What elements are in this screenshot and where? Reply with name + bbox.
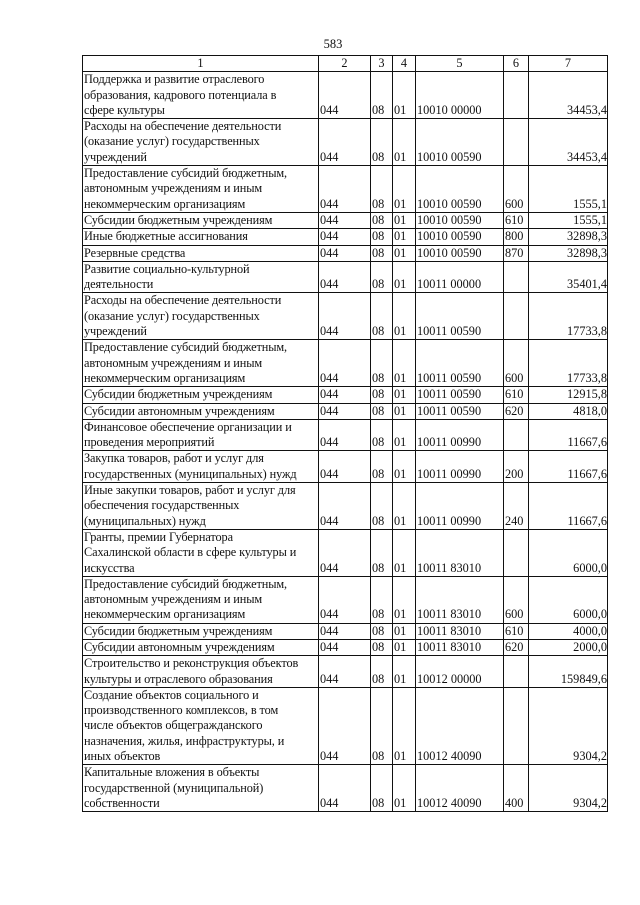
- section-code-cell: 044: [319, 261, 371, 293]
- section-code-cell: 044: [319, 387, 371, 403]
- chapter-code-cell: 08: [371, 576, 393, 623]
- header-cell: 3: [371, 56, 393, 72]
- section-code-cell: 044: [319, 623, 371, 639]
- amount-cell: 34453,4: [529, 72, 608, 119]
- chapter-code-cell: 08: [371, 340, 393, 387]
- amount-cell: 35401,4: [529, 261, 608, 293]
- row-name-cell: Предоставление субсидий бюджетным, автономным учреждениям и иным некоммерческим организациям: [83, 166, 319, 213]
- expense-type-cell: 400: [504, 765, 529, 812]
- row-name-cell: Субсидии бюджетным учреждениям: [83, 387, 319, 403]
- table-row: [83, 765, 608, 812]
- amount-cell: 6000,0: [529, 576, 608, 623]
- section-code-cell: 044: [319, 119, 371, 166]
- row-name-cell: Поддержка и развитие отраслевого образования, кадрового потенциала в сфере культуры: [83, 72, 319, 119]
- target-article-cell: 10011 83010: [416, 576, 504, 623]
- amount-cell: 4000,0: [529, 623, 608, 639]
- expense-type-cell: [504, 72, 529, 119]
- expense-type-cell: 610: [504, 212, 529, 228]
- header-cell: 4: [393, 56, 416, 72]
- subsection-code-cell: 01: [393, 212, 416, 228]
- chapter-code-cell: 08: [371, 119, 393, 166]
- subsection-code-cell: 01: [393, 576, 416, 623]
- section-code-cell: 044: [319, 576, 371, 623]
- chapter-code-cell: 08: [371, 245, 393, 261]
- target-article-cell: 10010 00590: [416, 245, 504, 261]
- subsection-code-cell: 01: [393, 387, 416, 403]
- section-code-cell: 044: [319, 72, 371, 119]
- table-row: [83, 529, 608, 576]
- chapter-code-cell: 08: [371, 403, 393, 419]
- target-article-cell: 10012 00000: [416, 656, 504, 688]
- row-name-cell: Иные бюджетные ассигнования: [83, 229, 319, 245]
- subsection-code-cell: 01: [393, 119, 416, 166]
- subsection-code-cell: 01: [393, 656, 416, 688]
- chapter-code-cell: 08: [371, 483, 393, 530]
- section-code-cell: 044: [319, 212, 371, 228]
- target-article-cell: 10010 00590: [416, 119, 504, 166]
- chapter-code-cell: 08: [371, 623, 393, 639]
- amount-cell: 4818,0: [529, 403, 608, 419]
- section-code-cell: 044: [319, 245, 371, 261]
- row-name-cell: Строительство и реконструкция объектов культуры и отраслевого образования: [83, 656, 319, 688]
- table-row: [83, 261, 608, 293]
- table-row: [83, 403, 608, 419]
- expense-type-cell: 610: [504, 387, 529, 403]
- table-row: [83, 576, 608, 623]
- chapter-code-cell: 08: [371, 529, 393, 576]
- amount-cell: 9304,2: [529, 687, 608, 764]
- subsection-code-cell: 01: [393, 261, 416, 293]
- expense-type-cell: [504, 293, 529, 340]
- row-name-cell: Развитие социально-культурной деятельности: [83, 261, 319, 293]
- table-row: [83, 72, 608, 119]
- table-row: [83, 451, 608, 483]
- expense-type-cell: 620: [504, 639, 529, 655]
- row-name-cell: Резервные средства: [83, 245, 319, 261]
- row-name-cell: Капитальные вложения в объекты государственной (муниципальной) собственности: [83, 765, 319, 812]
- chapter-code-cell: 08: [371, 639, 393, 655]
- row-name-cell: Субсидии бюджетным учреждениям: [83, 212, 319, 228]
- expense-type-cell: 600: [504, 340, 529, 387]
- target-article-cell: 10010 00590: [416, 229, 504, 245]
- table-row: [83, 245, 608, 261]
- row-name-cell: Иные закупки товаров, работ и услуг для обеспечения государственных (муниципальных) нужд: [83, 483, 319, 530]
- section-code-cell: 044: [319, 529, 371, 576]
- subsection-code-cell: 01: [393, 72, 416, 119]
- header-cell: 2: [319, 56, 371, 72]
- section-code-cell: 044: [319, 403, 371, 419]
- table-row: [83, 623, 608, 639]
- row-name-cell: Расходы на обеспечение деятельности (оказание услуг) государственных учреждений: [83, 119, 319, 166]
- subsection-code-cell: 01: [393, 403, 416, 419]
- section-code-cell: 044: [319, 765, 371, 812]
- target-article-cell: 10011 83010: [416, 623, 504, 639]
- subsection-code-cell: 01: [393, 166, 416, 213]
- table-row: [83, 387, 608, 403]
- table-row: [83, 119, 608, 166]
- expense-type-cell: 600: [504, 576, 529, 623]
- section-code-cell: 044: [319, 639, 371, 655]
- target-article-cell: 10011 00590: [416, 387, 504, 403]
- section-code-cell: 044: [319, 229, 371, 245]
- expense-type-cell: [504, 119, 529, 166]
- chapter-code-cell: 08: [371, 687, 393, 764]
- header-cell: 6: [504, 56, 529, 72]
- target-article-cell: 10011 00590: [416, 403, 504, 419]
- subsection-code-cell: 01: [393, 639, 416, 655]
- table-row: [83, 340, 608, 387]
- row-name-cell: Закупка товаров, работ и услуг для государственных (муниципальных) нужд: [83, 451, 319, 483]
- row-name-cell: Субсидии бюджетным учреждениям: [83, 623, 319, 639]
- row-name-cell: Субсидии автономным учреждениям: [83, 403, 319, 419]
- expense-type-cell: 610: [504, 623, 529, 639]
- chapter-code-cell: 08: [371, 212, 393, 228]
- subsection-code-cell: 01: [393, 687, 416, 764]
- target-article-cell: 10011 83010: [416, 529, 504, 576]
- subsection-code-cell: 01: [393, 623, 416, 639]
- amount-cell: 34453,4: [529, 119, 608, 166]
- table-row: [83, 656, 608, 688]
- chapter-code-cell: 08: [371, 293, 393, 340]
- section-code-cell: 044: [319, 687, 371, 764]
- amount-cell: 6000,0: [529, 529, 608, 576]
- table-row: [83, 166, 608, 213]
- page-number: 583: [323, 37, 343, 51]
- chapter-code-cell: 08: [371, 387, 393, 403]
- amount-cell: 9304,2: [529, 765, 608, 812]
- target-article-cell: 10012 40090: [416, 687, 504, 764]
- subsection-code-cell: 01: [393, 419, 416, 451]
- amount-cell: 11667,6: [529, 451, 608, 483]
- amount-cell: 32898,3: [529, 229, 608, 245]
- chapter-code-cell: 08: [371, 451, 393, 483]
- table-row: [83, 483, 608, 530]
- expense-type-cell: [504, 687, 529, 764]
- header-cell: 7: [529, 56, 608, 72]
- table-row: [83, 293, 608, 340]
- expense-type-cell: 620: [504, 403, 529, 419]
- table-header-row: [83, 56, 608, 72]
- section-code-cell: 044: [319, 483, 371, 530]
- chapter-code-cell: 08: [371, 419, 393, 451]
- amount-cell: 32898,3: [529, 245, 608, 261]
- expense-type-cell: [504, 529, 529, 576]
- subsection-code-cell: 01: [393, 451, 416, 483]
- target-article-cell: 10012 40090: [416, 765, 504, 812]
- chapter-code-cell: 08: [371, 765, 393, 812]
- section-code-cell: 044: [319, 451, 371, 483]
- amount-cell: 1555,1: [529, 212, 608, 228]
- chapter-code-cell: 08: [371, 656, 393, 688]
- subsection-code-cell: 01: [393, 293, 416, 340]
- amount-cell: 17733,8: [529, 293, 608, 340]
- row-name-cell: Гранты, премии Губернатора Сахалинской области в сфере культуры и искусства: [83, 529, 319, 576]
- expense-type-cell: 800: [504, 229, 529, 245]
- amount-cell: 1555,1: [529, 166, 608, 213]
- target-article-cell: 10010 00590: [416, 212, 504, 228]
- amount-cell: 12915,8: [529, 387, 608, 403]
- subsection-code-cell: 01: [393, 765, 416, 812]
- subsection-code-cell: 01: [393, 229, 416, 245]
- expense-type-cell: [504, 656, 529, 688]
- chapter-code-cell: 08: [371, 229, 393, 245]
- row-name-cell: Предоставление субсидий бюджетным, автономным учреждениям и иным некоммерческим организациям: [83, 340, 319, 387]
- amount-cell: 11667,6: [529, 483, 608, 530]
- row-name-cell: Создание объектов социального и производственного комплексов, в том числе объектов общегражданского назначения, жилья, инфраструктуры, и иных объектов: [83, 687, 319, 764]
- chapter-code-cell: 08: [371, 261, 393, 293]
- target-article-cell: 10011 00990: [416, 451, 504, 483]
- target-article-cell: 10011 00000: [416, 261, 504, 293]
- subsection-code-cell: 01: [393, 245, 416, 261]
- amount-cell: 11667,6: [529, 419, 608, 451]
- target-article-cell: 10011 00590: [416, 293, 504, 340]
- target-article-cell: 10010 00590: [416, 166, 504, 213]
- amount-cell: 159849,6: [529, 656, 608, 688]
- budget-table: [82, 55, 608, 812]
- row-name-cell: Расходы на обеспечение деятельности (оказание услуг) государственных учреждений: [83, 293, 319, 340]
- section-code-cell: 044: [319, 340, 371, 387]
- table-row: [83, 212, 608, 228]
- header-cell: 1: [83, 56, 319, 72]
- target-article-cell: 10010 00000: [416, 72, 504, 119]
- row-name-cell: Финансовое обеспечение организации и проведения мероприятий: [83, 419, 319, 451]
- section-code-cell: 044: [319, 166, 371, 213]
- table-row: [83, 687, 608, 764]
- row-name-cell: Субсидии автономным учреждениям: [83, 639, 319, 655]
- expense-type-cell: [504, 419, 529, 451]
- expense-type-cell: 240: [504, 483, 529, 530]
- expense-type-cell: [504, 261, 529, 293]
- target-article-cell: 10011 00590: [416, 340, 504, 387]
- target-article-cell: 10011 00990: [416, 419, 504, 451]
- amount-cell: 2000,0: [529, 639, 608, 655]
- chapter-code-cell: 08: [371, 72, 393, 119]
- expense-type-cell: 600: [504, 166, 529, 213]
- header-cell: 5: [416, 56, 504, 72]
- table-row: [83, 229, 608, 245]
- chapter-code-cell: 08: [371, 166, 393, 213]
- expense-type-cell: 200: [504, 451, 529, 483]
- subsection-code-cell: 01: [393, 340, 416, 387]
- section-code-cell: 044: [319, 419, 371, 451]
- expense-type-cell: 870: [504, 245, 529, 261]
- amount-cell: 17733,8: [529, 340, 608, 387]
- section-code-cell: 044: [319, 293, 371, 340]
- subsection-code-cell: 01: [393, 529, 416, 576]
- section-code-cell: 044: [319, 656, 371, 688]
- subsection-code-cell: 01: [393, 483, 416, 530]
- table-row: [83, 639, 608, 655]
- target-article-cell: 10011 83010: [416, 639, 504, 655]
- table-row: [83, 419, 608, 451]
- target-article-cell: 10011 00990: [416, 483, 504, 530]
- row-name-cell: Предоставление субсидий бюджетным, автономным учреждениям и иным некоммерческим организациям: [83, 576, 319, 623]
